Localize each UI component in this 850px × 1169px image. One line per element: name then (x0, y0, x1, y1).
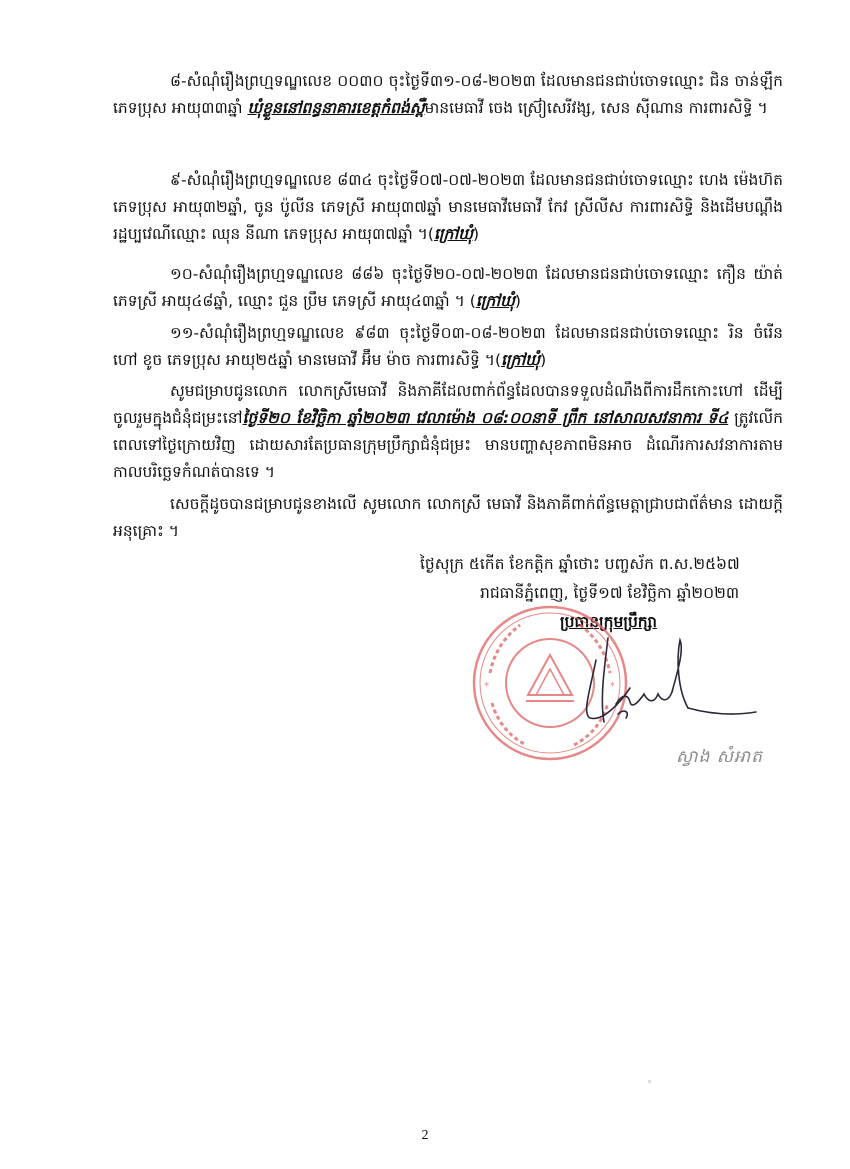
handwritten-signature (560, 630, 760, 730)
hearing-datetime: ថ្ងៃទី២០ ខែវិច្ឆិកា ឆ្នាំ២០២៣ វេលាម៉ោង ០៨:០០នាទី ព្រឹក នៅសាលសវនាការ ទី៤ (242, 409, 729, 427)
item-9-close-paren: ) (473, 225, 480, 243)
item-9-paragraph (113, 167, 783, 248)
item-10-status: ក្រៅឃុំ (475, 292, 515, 310)
item-11-paragraph (113, 320, 783, 374)
scan-speck (648, 1080, 651, 1083)
item-10-close-paren: ) (514, 292, 521, 310)
item-8-detention-note: ឃុំខ្លួននៅពន្ធនាគារខេត្តកំពង់ស្ពឺ (247, 99, 425, 117)
notice-paragraph (113, 378, 783, 486)
item-8-text-end: មានមេធាវី ចេង ស៊្រៀសេរីវង្ស, សេន ស៊ីណាន ការពារសិទ្ធិ ។ (424, 99, 768, 117)
item-11-status: ក្រៅឃុំ (501, 351, 541, 369)
item-10-text: ១០-សំណុំរឿងព្រហ្មទណ្ឌលេខ ៨៨៦ ចុះថ្ងៃទី២០-០៧-២០២៣ ដែលមានជនជាប់ចោទឈ្មោះ កឿន យ៉ាត់ ភេទស្រី អាយុ៤៨ឆ្នាំ, ឈ្មោះ ជួន ប្រឹម ភេទស្រី អាយុ៤៣ឆ្នាំ ។ ( (113, 265, 783, 310)
item-11-text: ១១-សំណុំរឿងព្រហ្មទណ្ឌលេខ ៩៨៣ ចុះថ្ងៃទី០៣-០៨-២០២៣ ដែលមានជនជាប់ចោទឈ្មោះ រិន ចំរើន ហៅ ខូច ភេទប្រុស អាយុ២៥ឆ្នាំ មានមេធាវី អ៊ឹម ម៉ាច ការពារសិទ្ធិ ។( (113, 324, 783, 369)
notice-text-end: ត្រូវលើកពេលទៅថ្ងៃក្រោយវិញ ដោយសារតែប្រធានក្រុមប្រឹក្សាជំនុំជម្រះ មានបញ្ហាសុខភាពមិនអាច ដំណើរការសវនាការតាមកាលបរិច្ឆេទកំណត់បានទេ ។ (113, 409, 783, 481)
item-9-status: ក្រៅឃុំ (433, 225, 473, 243)
place-and-date: រាជធានីភ្នំពេញ, ថ្ងៃទី១៧ ខែវិច្ឆិកា ឆ្នាំ២០២៣ (480, 584, 740, 602)
closing-paragraph: សេចក្តីដូចបានជម្រាបជូនខាងលើ សូមលោក លោកស្រី មេធាវី និងភាគីពាក់ព័ន្ធមេត្តាជ្រាបជាព័ត៌មាន ដោយក្តីអនុគ្រោះ ។ (113, 495, 783, 540)
item-11-close-paren: ) (540, 351, 547, 369)
signer-title: ប្រធានក្រុមប្រឹក្សា (560, 613, 657, 631)
svg-text:*: * (610, 681, 615, 692)
svg-text:*: * (484, 681, 489, 692)
page-number: 2 (421, 1128, 429, 1143)
item-8-paragraph (113, 68, 783, 122)
lunar-date: ថ្ងៃសុក្រ ៥កើត ខែកត្តិក ឆ្នាំថោះ បញ្ចស័ក ព.ស.២៥៦៧ (420, 555, 740, 573)
item-10-paragraph (113, 261, 783, 315)
signer-name-handwritten: ស្វាង សំអាត (676, 747, 763, 767)
item-9-text: ៩-សំណុំរឿងព្រហ្មទណ្ឌលេខ ៨៣៤ ចុះថ្ងៃទី០៧-០៧-២០២៣ ដែលមានជនជាប់ចោទឈ្មោះ ហេង ម៉េងហ៊ត ភេទប្រុស អាយុ៣២ឆ្នាំ, ចូន ប៉ូលីន ភេទស្រី អាយុ៣៧ឆ្នាំ មានមេធាវីមេធាវី កែវ ស្រីលីស ការពារសិទ្ធិ និងដើមបណ្តឹងរដ្ឋប្បវេណីឈ្មោះ ឈុន នីណា ភេទប្រុស អាយុ៣៧ឆ្នាំ ។( (113, 171, 783, 243)
item-8-text: ៨-សំណុំរឿងព្រហ្មទណ្ឌលេខ ០០៣០ ចុះថ្ងៃទី៣១-០៨-២០២៣ ដែលមានជនជាប់ចោទឈ្មោះ ជិន ចាន់ឡឹក ភេទប្រុស អាយុ៣៣ឆ្នាំ (113, 72, 783, 117)
notice-text: សូមជម្រាបជូនលោក លោកស្រីមេធាវី និងភាគីដែលពាក់ព័ន្ធដែលបានទទួលដំណឹងពីការដឹកកោះហៅ ដើម្បីចូលរួមក្នុងជំនុំជម្រះនៅ (113, 382, 783, 427)
